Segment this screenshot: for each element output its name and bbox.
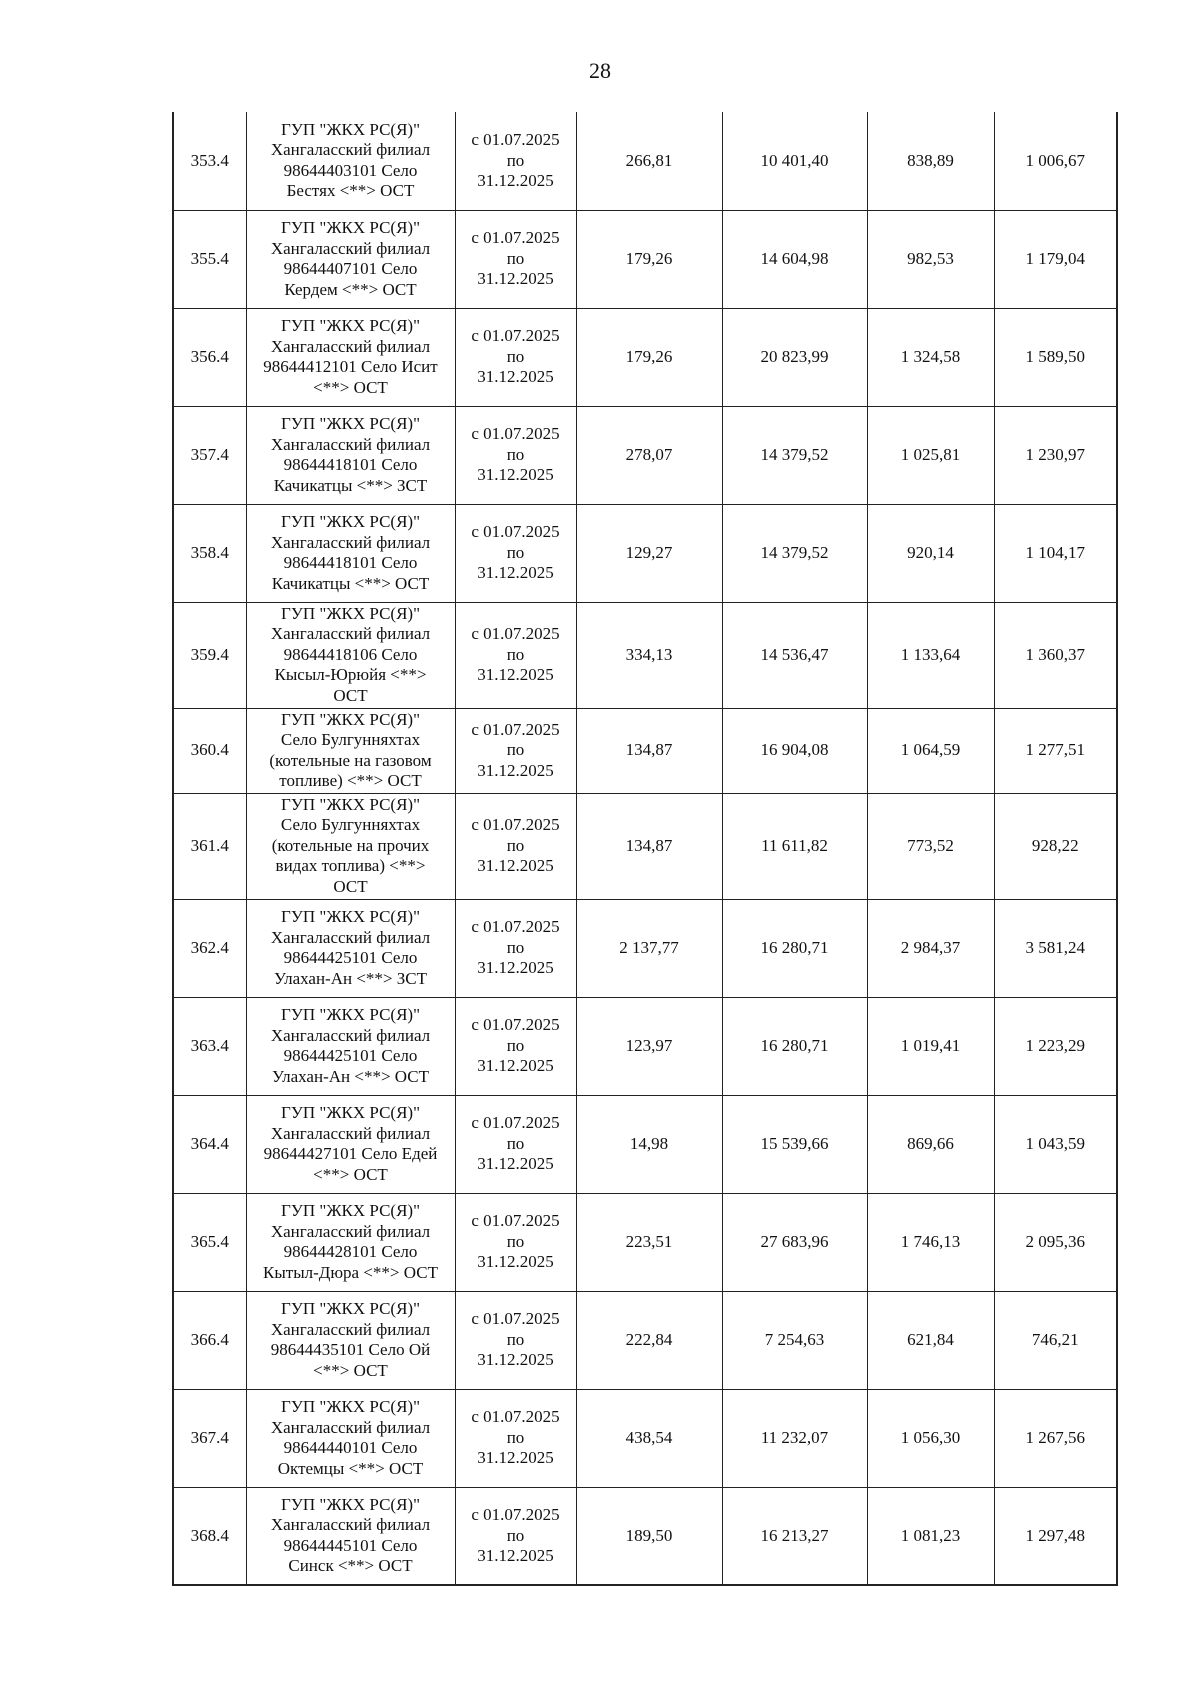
value-cell-4: 2 095,36 <box>994 1193 1117 1291</box>
value-cell-1: 223,51 <box>576 1193 722 1291</box>
value-cell-2: 16 213,27 <box>722 1487 867 1585</box>
value-cell-1: 189,50 <box>576 1487 722 1585</box>
value-cell-3: 1 025,81 <box>867 406 994 504</box>
row-number: 366.4 <box>173 1291 246 1389</box>
value-cell-3: 1 133,64 <box>867 602 994 708</box>
period-cell: с 01.07.2025 по 31.12.2025 <box>455 602 576 708</box>
value-cell-1: 278,07 <box>576 406 722 504</box>
value-cell-3: 1 746,13 <box>867 1193 994 1291</box>
period-cell: с 01.07.2025 по 31.12.2025 <box>455 1193 576 1291</box>
row-number: 360.4 <box>173 708 246 793</box>
period-cell: с 01.07.2025 по 31.12.2025 <box>455 793 576 899</box>
value-cell-1: 438,54 <box>576 1389 722 1487</box>
value-cell-4: 1 223,29 <box>994 997 1117 1095</box>
table-row <box>173 210 1117 308</box>
organization-cell: ГУП "ЖКХ РС(Я)" Хангаласский филиал 98644427101 Село Едей <**> ОСТ <box>246 1095 455 1193</box>
period-cell: с 01.07.2025 по 31.12.2025 <box>455 504 576 602</box>
table-row <box>173 1193 1117 1291</box>
value-cell-3: 920,14 <box>867 504 994 602</box>
value-cell-4: 1 104,17 <box>994 504 1117 602</box>
organization-cell: ГУП "ЖКХ РС(Я)" Хангаласский филиал 98644412101 Село Исит <**> ОСТ <box>246 308 455 406</box>
value-cell-2: 14 604,98 <box>722 210 867 308</box>
value-cell-1: 134,87 <box>576 793 722 899</box>
organization-cell: ГУП "ЖКХ РС(Я)" Хангаласский филиал 98644403101 Село Бестях <**> ОСТ <box>246 112 455 210</box>
value-cell-4: 1 297,48 <box>994 1487 1117 1585</box>
row-number: 363.4 <box>173 997 246 1095</box>
value-cell-2: 11 232,07 <box>722 1389 867 1487</box>
value-cell-1: 123,97 <box>576 997 722 1095</box>
tariff-table <box>172 112 1118 1586</box>
row-number: 357.4 <box>173 406 246 504</box>
value-cell-1: 266,81 <box>576 112 722 210</box>
table-row <box>173 406 1117 504</box>
value-cell-3: 869,66 <box>867 1095 994 1193</box>
value-cell-4: 1 267,56 <box>994 1389 1117 1487</box>
value-cell-3: 1 064,59 <box>867 708 994 793</box>
period-cell: с 01.07.2025 по 31.12.2025 <box>455 308 576 406</box>
row-number: 359.4 <box>173 602 246 708</box>
value-cell-2: 20 823,99 <box>722 308 867 406</box>
row-number: 353.4 <box>173 112 246 210</box>
value-cell-3: 1 081,23 <box>867 1487 994 1585</box>
organization-cell: ГУП "ЖКХ РС(Я)" Хангаласский филиал 98644425101 Село Улахан-Ан <**> ОСТ <box>246 997 455 1095</box>
row-number: 365.4 <box>173 1193 246 1291</box>
row-number: 364.4 <box>173 1095 246 1193</box>
value-cell-4: 928,22 <box>994 793 1117 899</box>
value-cell-2: 14 536,47 <box>722 602 867 708</box>
organization-cell: ГУП "ЖКХ РС(Я)" Хангаласский филиал 98644440101 Село Октемцы <**> ОСТ <box>246 1389 455 1487</box>
period-cell: с 01.07.2025 по 31.12.2025 <box>455 1291 576 1389</box>
value-cell-2: 14 379,52 <box>722 406 867 504</box>
period-cell: с 01.07.2025 по 31.12.2025 <box>455 899 576 997</box>
organization-cell: ГУП "ЖКХ РС(Я)" Хангаласский филиал 98644445101 Село Синск <**> ОСТ <box>246 1487 455 1585</box>
value-cell-2: 16 904,08 <box>722 708 867 793</box>
value-cell-3: 773,52 <box>867 793 994 899</box>
page-number: 28 <box>589 58 611 83</box>
table-row <box>173 504 1117 602</box>
organization-cell: ГУП "ЖКХ РС(Я)" Хангаласский филиал 98644425101 Село Улахан-Ан <**> ЗСТ <box>246 899 455 997</box>
value-cell-2: 10 401,40 <box>722 112 867 210</box>
row-number: 368.4 <box>173 1487 246 1585</box>
period-cell: с 01.07.2025 по 31.12.2025 <box>455 997 576 1095</box>
table-row <box>173 1389 1117 1487</box>
table-row <box>173 997 1117 1095</box>
organization-cell: ГУП "ЖКХ РС(Я)" Село Булгунняхтах (котельные на газовом топливе) <**> ОСТ <box>246 708 455 793</box>
period-cell: с 01.07.2025 по 31.12.2025 <box>455 1389 576 1487</box>
row-number: 356.4 <box>173 308 246 406</box>
row-number: 367.4 <box>173 1389 246 1487</box>
value-cell-2: 16 280,71 <box>722 997 867 1095</box>
row-number: 362.4 <box>173 899 246 997</box>
organization-cell: ГУП "ЖКХ РС(Я)" Хангаласский филиал 98644407101 Село Кердем <**> ОСТ <box>246 210 455 308</box>
value-cell-4: 1 179,04 <box>994 210 1117 308</box>
table-row <box>173 708 1117 793</box>
value-cell-4: 3 581,24 <box>994 899 1117 997</box>
value-cell-3: 982,53 <box>867 210 994 308</box>
organization-cell: ГУП "ЖКХ РС(Я)" Хангаласский филиал 98644418101 Село Качикатцы <**> ЗСТ <box>246 406 455 504</box>
organization-cell: ГУП "ЖКХ РС(Я)" Хангаласский филиал 98644435101 Село Ой <**> ОСТ <box>246 1291 455 1389</box>
value-cell-1: 222,84 <box>576 1291 722 1389</box>
value-cell-3: 1 056,30 <box>867 1389 994 1487</box>
table-row <box>173 1487 1117 1585</box>
value-cell-2: 16 280,71 <box>722 899 867 997</box>
value-cell-1: 334,13 <box>576 602 722 708</box>
table-row <box>173 112 1117 210</box>
value-cell-1: 134,87 <box>576 708 722 793</box>
period-cell: с 01.07.2025 по 31.12.2025 <box>455 708 576 793</box>
value-cell-4: 1 230,97 <box>994 406 1117 504</box>
value-cell-3: 621,84 <box>867 1291 994 1389</box>
table-row <box>173 308 1117 406</box>
value-cell-3: 1 019,41 <box>867 997 994 1095</box>
value-cell-3: 2 984,37 <box>867 899 994 997</box>
period-cell: с 01.07.2025 по 31.12.2025 <box>455 1487 576 1585</box>
table-row <box>173 793 1117 899</box>
value-cell-3: 838,89 <box>867 112 994 210</box>
value-cell-4: 1 277,51 <box>994 708 1117 793</box>
organization-cell: ГУП "ЖКХ РС(Я)" Село Булгунняхтах (котельные на прочих видах топлива) <**> ОСТ <box>246 793 455 899</box>
value-cell-4: 746,21 <box>994 1291 1117 1389</box>
value-cell-1: 2 137,77 <box>576 899 722 997</box>
value-cell-3: 1 324,58 <box>867 308 994 406</box>
value-cell-4: 1 006,67 <box>994 112 1117 210</box>
value-cell-4: 1 589,50 <box>994 308 1117 406</box>
value-cell-4: 1 360,37 <box>994 602 1117 708</box>
period-cell: с 01.07.2025 по 31.12.2025 <box>455 210 576 308</box>
period-cell: с 01.07.2025 по 31.12.2025 <box>455 1095 576 1193</box>
value-cell-2: 15 539,66 <box>722 1095 867 1193</box>
period-cell: с 01.07.2025 по 31.12.2025 <box>455 112 576 210</box>
row-number: 358.4 <box>173 504 246 602</box>
value-cell-1: 129,27 <box>576 504 722 602</box>
row-number: 361.4 <box>173 793 246 899</box>
value-cell-1: 14,98 <box>576 1095 722 1193</box>
value-cell-2: 27 683,96 <box>722 1193 867 1291</box>
table-row <box>173 1095 1117 1193</box>
table-row <box>173 899 1117 997</box>
value-cell-1: 179,26 <box>576 210 722 308</box>
value-cell-2: 7 254,63 <box>722 1291 867 1389</box>
period-cell: с 01.07.2025 по 31.12.2025 <box>455 406 576 504</box>
value-cell-4: 1 043,59 <box>994 1095 1117 1193</box>
table-row <box>173 1291 1117 1389</box>
row-number: 355.4 <box>173 210 246 308</box>
value-cell-2: 11 611,82 <box>722 793 867 899</box>
organization-cell: ГУП "ЖКХ РС(Я)" Хангаласский филиал 98644418106 Село Кысыл-Юрюйя <**> ОСТ <box>246 602 455 708</box>
value-cell-2: 14 379,52 <box>722 504 867 602</box>
table-row <box>173 602 1117 708</box>
value-cell-1: 179,26 <box>576 308 722 406</box>
organization-cell: ГУП "ЖКХ РС(Я)" Хангаласский филиал 98644418101 Село Качикатцы <**> ОСТ <box>246 504 455 602</box>
organization-cell: ГУП "ЖКХ РС(Я)" Хангаласский филиал 98644428101 Село Кытыл-Дюра <**> ОСТ <box>246 1193 455 1291</box>
